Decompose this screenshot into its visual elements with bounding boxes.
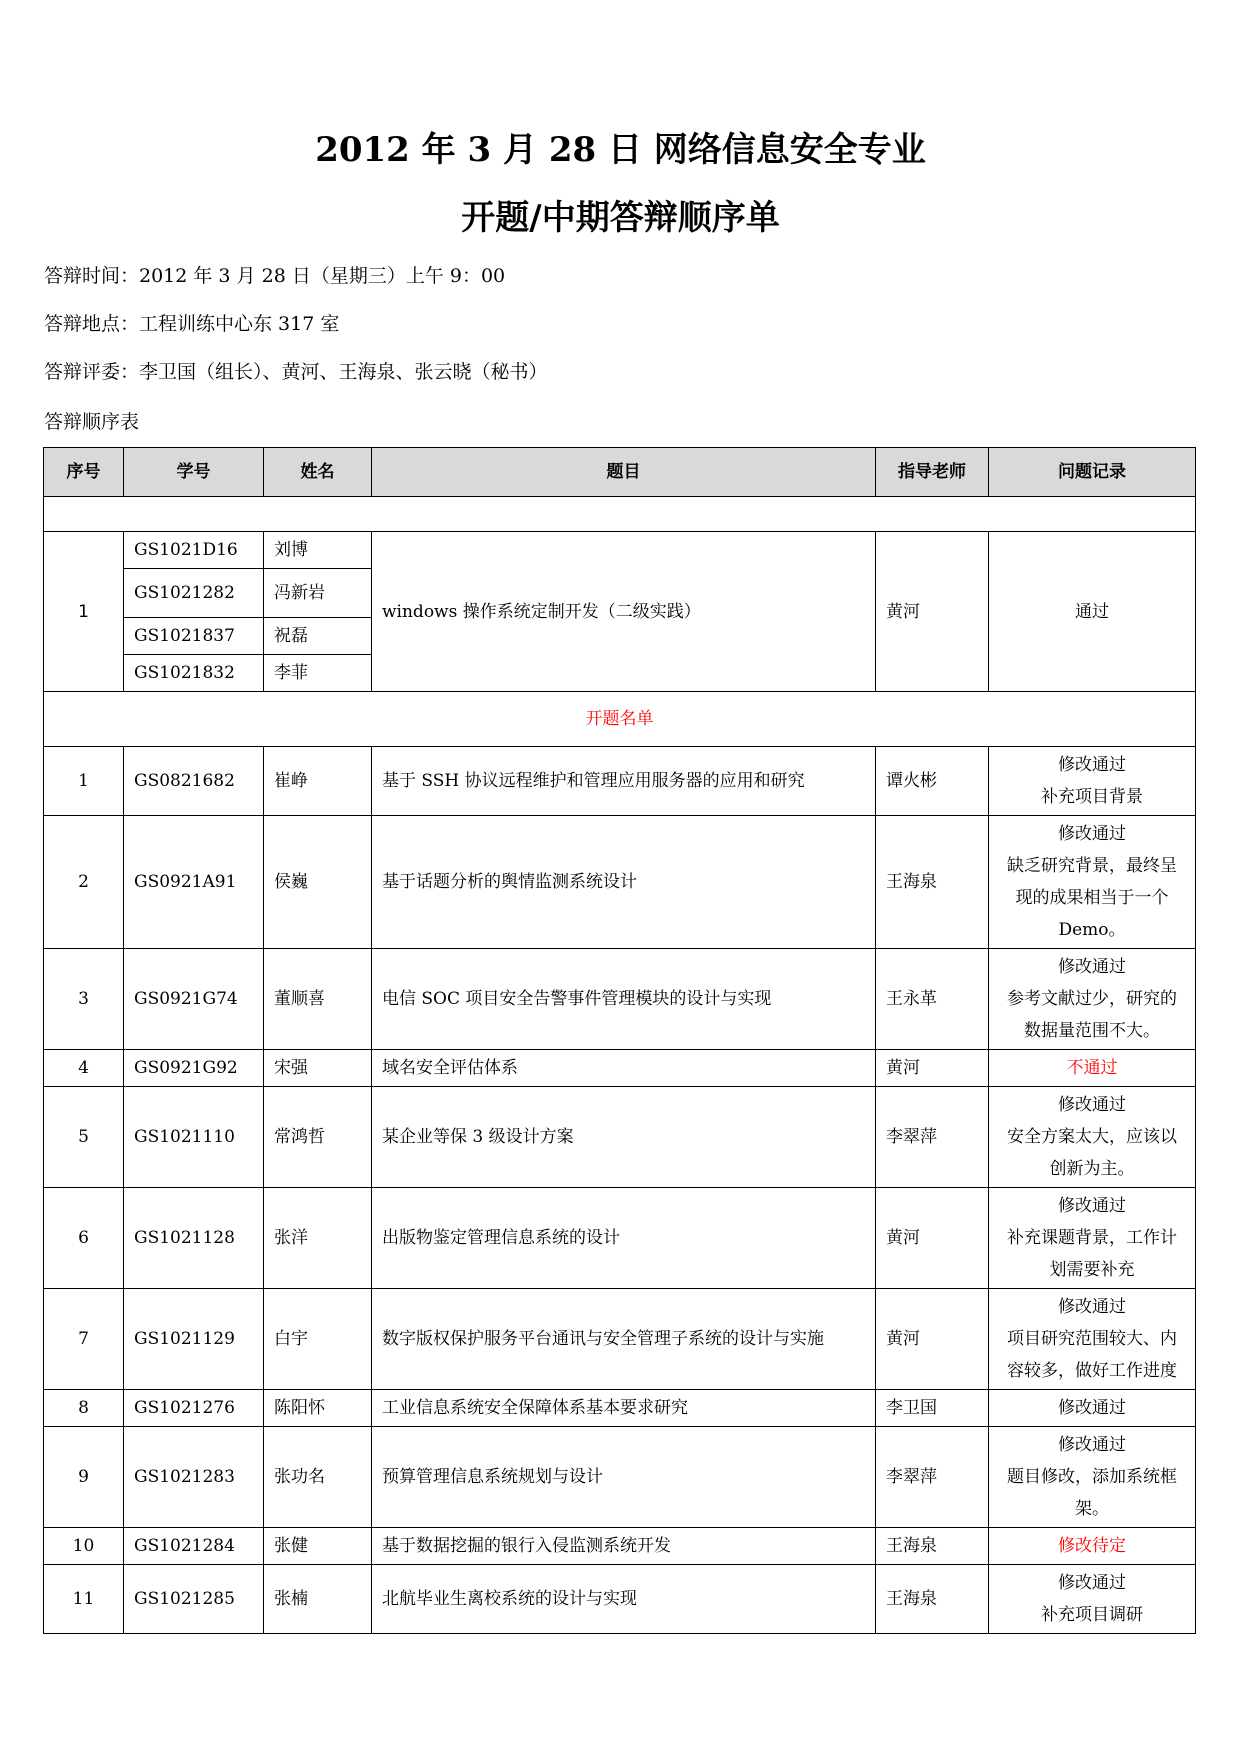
cell-advisor: 黄河 xyxy=(876,1289,989,1390)
record-status: 修改待定 xyxy=(1058,1536,1126,1556)
record-status: 修改通过 xyxy=(1058,824,1126,844)
cell-advisor: 黄河 xyxy=(876,532,989,692)
record-status: 修改通过 xyxy=(1058,1095,1126,1115)
cell-id: GS0921G74 xyxy=(124,949,264,1050)
cell-no: 1 xyxy=(44,747,124,816)
record-status: 修改通过 xyxy=(1058,755,1126,775)
defense-time: 答辩时间：2012 年 3 月 28 日（星期三）上午 9：00 xyxy=(44,265,506,287)
cell-no: 10 xyxy=(44,1528,124,1565)
cell-record xyxy=(989,1390,1196,1427)
cell-no: 11 xyxy=(44,1565,124,1634)
table-row xyxy=(44,1565,1196,1634)
record-note: 安全方案太大，应该以创新为主。 xyxy=(1007,1127,1177,1179)
record-note: 补充项目调研 xyxy=(1041,1605,1143,1625)
header-record: 问题记录 xyxy=(989,448,1196,497)
page-title: 2012 年 3 月 28 日 网络信息安全专业 xyxy=(315,130,926,170)
section-label: 开题名单 xyxy=(44,692,1196,747)
cell-topic: 电信 SOC 项目安全告警事件管理模块的设计与实现 xyxy=(372,949,876,1050)
table-caption: 答辩顺序表 xyxy=(44,411,140,433)
cell-topic: 数字版权保护服务平台通讯与安全管理子系统的设计与实施 xyxy=(372,1289,876,1390)
record-status: 修改通过 xyxy=(1058,1398,1126,1418)
record-note: 题目修改，添加系统框架。 xyxy=(1007,1467,1177,1519)
table-row xyxy=(44,1087,1196,1188)
cell-advisor: 黄河 xyxy=(876,1050,989,1087)
cell-no: 6 xyxy=(44,1188,124,1289)
cell-id: GS1021D16 xyxy=(124,532,264,569)
header-id: 学号 xyxy=(124,448,264,497)
cell-name: 李菲 xyxy=(264,655,372,692)
cell-name: 侯巍 xyxy=(264,816,372,949)
cell-name: 白宇 xyxy=(264,1289,372,1390)
cell-no: 5 xyxy=(44,1087,124,1188)
record-note: 补充项目背景 xyxy=(1041,787,1143,807)
cell-topic: 基于数据挖掘的银行入侵监测系统开发 xyxy=(372,1528,876,1565)
cell-topic: 预算管理信息系统规划与设计 xyxy=(372,1427,876,1528)
record-note: 补充课题背景，工作计划需要补充 xyxy=(1007,1228,1177,1280)
cell-record xyxy=(989,1528,1196,1565)
cell-id: GS1021837 xyxy=(124,618,264,655)
record-note: 参考文献过少，研究的数据量范围不大。 xyxy=(1007,989,1177,1041)
page-subtitle: 开题/中期答辩顺序单 xyxy=(461,198,780,238)
cell-record xyxy=(989,1188,1196,1289)
record-status: 修改通过 xyxy=(1058,1573,1126,1593)
cell-record xyxy=(989,1050,1196,1087)
defense-judges: 答辩评委：李卫国（组长）、黄河、王海泉、张云晓（秘书） xyxy=(44,361,548,383)
cell-advisor: 黄河 xyxy=(876,1188,989,1289)
record-status: 修改通过 xyxy=(1058,1435,1126,1455)
table-row xyxy=(44,1528,1196,1565)
cell-record xyxy=(989,816,1196,949)
record-status: 修改通过 xyxy=(1058,957,1126,977)
blank-row xyxy=(44,497,1196,532)
header-name: 姓名 xyxy=(264,448,372,497)
cell-advisor: 李翠萍 xyxy=(876,1427,989,1528)
table-row xyxy=(44,747,1196,816)
cell-no: 1 xyxy=(44,532,124,692)
cell-id: GS1021284 xyxy=(124,1528,264,1565)
section-row xyxy=(44,692,1196,747)
table-row xyxy=(44,532,1196,569)
cell-topic: 北航毕业生离校系统的设计与实现 xyxy=(372,1565,876,1634)
cell-topic: 出版物鉴定管理信息系统的设计 xyxy=(372,1188,876,1289)
table-row xyxy=(44,1050,1196,1087)
cell-no: 3 xyxy=(44,949,124,1050)
cell-id: GS0921A91 xyxy=(124,816,264,949)
opening-rows xyxy=(44,747,1196,1634)
header-advisor: 指导老师 xyxy=(876,448,989,497)
record-status: 不通过 xyxy=(1066,1058,1118,1078)
cell-record: 通过 xyxy=(989,532,1196,692)
cell-topic: 基于 SSH 协议远程维护和管理应用服务器的应用和研究 xyxy=(372,747,876,816)
cell-no: 4 xyxy=(44,1050,124,1087)
cell-topic: 工业信息系统安全保障体系基本要求研究 xyxy=(372,1390,876,1427)
cell-no: 9 xyxy=(44,1427,124,1528)
cell-record xyxy=(989,1087,1196,1188)
record-note: 缺乏研究背景，最终呈现的成果相当于一个 Demo。 xyxy=(1007,856,1177,940)
cell-id: GS1021128 xyxy=(124,1188,264,1289)
cell-record xyxy=(989,747,1196,816)
table-row xyxy=(44,816,1196,949)
cell-advisor: 王海泉 xyxy=(876,1528,989,1565)
cell-name: 张楠 xyxy=(264,1565,372,1634)
cell-id: GS1021276 xyxy=(124,1390,264,1427)
table-row xyxy=(44,1289,1196,1390)
cell-name: 宋强 xyxy=(264,1050,372,1087)
schedule-table xyxy=(43,447,1196,1634)
cell-id: GS0921G92 xyxy=(124,1050,264,1087)
cell-id: GS1021283 xyxy=(124,1427,264,1528)
cell-id: GS1021282 xyxy=(124,569,264,618)
table-header-row xyxy=(44,448,1196,497)
cell-advisor: 李翠萍 xyxy=(876,1087,989,1188)
cell-name: 常鸿哲 xyxy=(264,1087,372,1188)
cell-id: GS1021832 xyxy=(124,655,264,692)
cell-advisor: 王海泉 xyxy=(876,816,989,949)
cell-name: 刘博 xyxy=(264,532,372,569)
table-row xyxy=(44,949,1196,1050)
cell-no: 2 xyxy=(44,816,124,949)
cell-advisor: 王永革 xyxy=(876,949,989,1050)
cell-name: 陈阳怀 xyxy=(264,1390,372,1427)
cell-id: GS1021110 xyxy=(124,1087,264,1188)
cell-advisor: 谭火彬 xyxy=(876,747,989,816)
cell-name: 张功名 xyxy=(264,1427,372,1528)
cell-name: 张洋 xyxy=(264,1188,372,1289)
cell-id: GS1021129 xyxy=(124,1289,264,1390)
record-status: 修改通过 xyxy=(1058,1297,1126,1317)
header-no: 序号 xyxy=(44,448,124,497)
cell-topic: 域名安全评估体系 xyxy=(372,1050,876,1087)
record-note: 项目研究范围较大、内容较多，做好工作进度 xyxy=(1007,1329,1177,1381)
cell-topic: windows 操作系统定制开发（二级实践） xyxy=(372,532,876,692)
table-row xyxy=(44,1390,1196,1427)
table-row xyxy=(44,1427,1196,1528)
table-row xyxy=(44,1188,1196,1289)
cell-id: GS1021285 xyxy=(124,1565,264,1634)
cell-record xyxy=(989,1289,1196,1390)
cell-name: 崔峥 xyxy=(264,747,372,816)
header-topic: 题目 xyxy=(372,448,876,497)
cell-name: 祝磊 xyxy=(264,618,372,655)
cell-advisor: 王海泉 xyxy=(876,1565,989,1634)
cell-name: 冯新岩 xyxy=(264,569,372,618)
defense-place: 答辩地点：工程训练中心东 317 室 xyxy=(44,313,340,335)
cell-name: 张健 xyxy=(264,1528,372,1565)
cell-record xyxy=(989,1565,1196,1634)
cell-no: 8 xyxy=(44,1390,124,1427)
cell-topic: 某企业等保 3 级设计方案 xyxy=(372,1087,876,1188)
cell-id: GS0821682 xyxy=(124,747,264,816)
record-status: 修改通过 xyxy=(1058,1196,1126,1216)
cell-advisor: 李卫国 xyxy=(876,1390,989,1427)
cell-record xyxy=(989,949,1196,1050)
cell-topic: 基于话题分析的舆情监测系统设计 xyxy=(372,816,876,949)
cell-no: 7 xyxy=(44,1289,124,1390)
cell-record xyxy=(989,1427,1196,1528)
blank-cell xyxy=(44,497,1196,532)
cell-name: 董顺喜 xyxy=(264,949,372,1050)
